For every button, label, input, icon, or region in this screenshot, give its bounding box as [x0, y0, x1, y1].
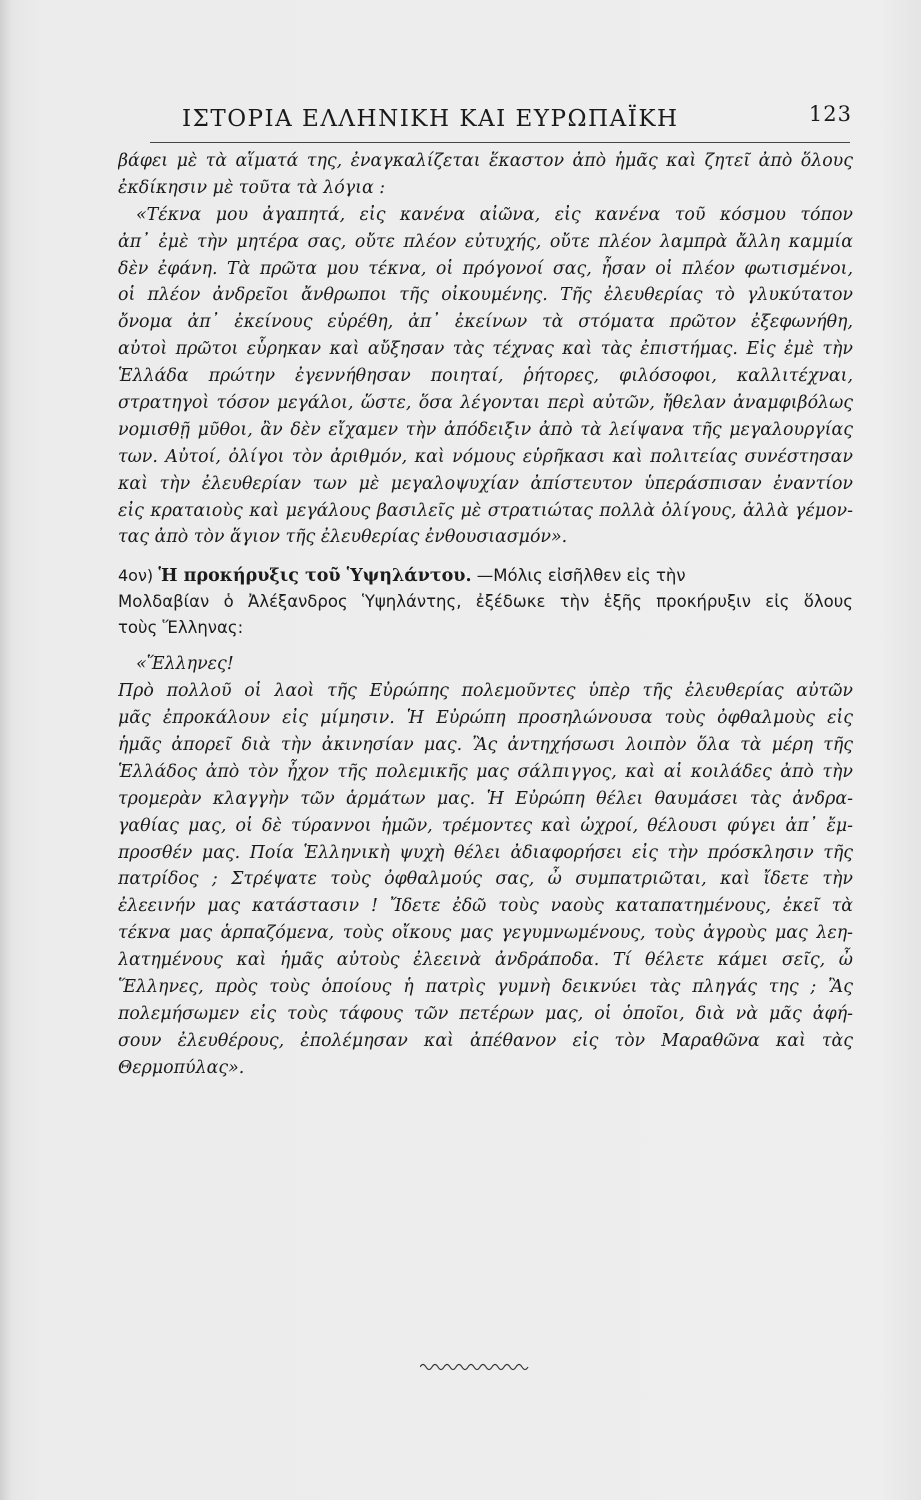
text-line: γαθίας μας, οἱ δὲ τύραννοι ἡμῶν, τρέμοντες καὶ ὠχροί, θέλουσι φύγει ἀπ᾽ ἔμ-: [118, 815, 853, 836]
section-number: 4ον): [118, 566, 154, 586]
text-line: μᾶς ἐπροκάλουν εἰς μίμησιν. Ἡ Εὐρώπη προσηλώνουσα τοὺς ὀφθαλμοὺς εἰς: [118, 708, 853, 729]
text-line: ἀπ᾽ ἐμὲ τὴν μητέρα σας, οὔτε πλέον εὐτυχής, οὔτε πλέον λαμπρὰ ἄλλη καμμία: [118, 231, 853, 252]
text-line: Πρὸ πολλοῦ οἱ λαοὶ τῆς Εὐρώπης πολεμοῦντες ὑπὲρ τῆς ἐλευθερίας αὐτῶν: [118, 681, 853, 702]
text-line: οἱ πλέον ἀνδρεῖοι ἄνθρωποι τῆς οἰκουμένης. Τῆς ἐλευθερίας τὸ γλυκύτατον: [118, 285, 853, 306]
section-heading-line: [118, 563, 853, 589]
text-line: στρατηγοὶ τόσον μεγάλοι, ὥστε, ὅσα λέγονται περὶ αὐτῶν, ἤθελαν ἀναμφιβόλως: [118, 393, 853, 414]
text-line: προσθέν μας. Ποία Ἑλληνικὴ ψυχὴ θέλει ἀδιαφορήσει εἰς τὴν πρόσκλησιν τῆς: [118, 842, 853, 863]
narrative-paragraph: [118, 148, 853, 551]
text-line: δὲν ἐφάνη. Τὰ πρῶτα μου τέκνα, οἱ πρόγονοί σας, ἦσαν οἱ πλέον φωτισμένοι,: [118, 258, 853, 279]
section-title: Ἡ προκήρυξις τοῦ Ὑψηλάντου.: [158, 566, 472, 587]
running-header: [150, 92, 850, 143]
text-line: Θερμοπύλας».: [118, 1057, 245, 1078]
proclamation-salutation: «Ἕλληνες!: [136, 654, 234, 675]
section-intro-line: Μολδαβίαν ὁ Ἀλέξανδρος Ὑψηλάντης, ἐξέδωκε τὴν ἑξῆς προκήρυξιν εἰς ὅλους: [118, 592, 853, 612]
text-line: πατρίδος ; Στρέψατε τοὺς ὀφθαλμούς σας, ὦ συμπατριῶται, καὶ ἴδετε τὴν: [118, 869, 853, 890]
text-line: βάφει μὲ τὰ αἵματά της, ἐναγκαλίζεται ἕκαστον ἀπὸ ἡμᾶς καὶ ζητεῖ ἀπὸ ὅλους: [118, 151, 853, 171]
text-line: τας ἀπὸ τὸν ἅγιον τῆς ἐλευθερίας ἐνθουσιασμόν».: [118, 527, 568, 548]
text-line: λατημένους καὶ ἡμᾶς αὐτοὺς ἐλεεινὰ ἀνδράποδα. Τί θέλετε κάμει σεῖς, ὦ: [118, 950, 853, 971]
text-line: ἡμᾶς ἀπορεῖ διὰ τὴν ἀκινησίαν μας. Ἂς ἀντηχήσωσι λοιπὸν ὅλα τὰ μέρη τῆς: [118, 735, 853, 756]
text-line: ὄνομα ἀπ᾽ ἐκείνους εὑρέθη, ἀπ᾽ ἐκείνων τὰ στόματα πρῶτον ἐξεφωνήθη,: [118, 312, 853, 333]
section-intro-line: τοὺς Ἕλληνας:: [118, 618, 244, 638]
text-line: πολεμήσωμεν εἰς τοὺς τάφους τῶν πετέρων μας, οἱ ὁποῖοι, διὰ νὰ μᾶς ἀφή-: [118, 1003, 853, 1024]
text-line: «Τέκνα μου ἀγαπητά, εἰς κανένα αἰῶνα, εἰς κανένα τοῦ κόσμου τόπον: [136, 204, 853, 225]
running-title: ΙΣΤΟΡΙΑ ΕΛΛΗΝΙΚΗ ΚΑΙ ΕΥΡΩΠΑΪΚΗ: [182, 106, 679, 132]
text-line: Ἑλλάδα πρώτην ἐγεννήθησαν ποιηταί, ῥήτορες, φιλόσοφοι, καλλιτέχναι,: [118, 366, 853, 387]
text-line: Ἕλληνες, πρὸς τοὺς ὁποίους ἡ πατρὶς γυμνὴ δεικνύει τὰς πληγάς της ; Ἂς: [118, 977, 853, 998]
text-line: τέκνα μας ἁρπαζόμενα, τοὺς οἴκους μας γεγυμνωμένους, τοὺς ἀγροὺς μας λεη-: [118, 923, 853, 944]
proclamation-text: [118, 651, 853, 1081]
text-line: ἐλεεινήν μας κατάστασιν ! Ἴδετε ἐδῶ τοὺς ναοὺς καταπατημένους, ἐκεῖ τὰ: [118, 896, 853, 917]
section-4: [118, 563, 853, 641]
page-body: [118, 148, 853, 1082]
text-line: τρομερὰν κλαγγὴν τῶν ἁρμάτων μας. Ἡ Εὐρώπη θέλει θαυμάσει τὰς ἀνδρα-: [118, 788, 853, 809]
text-line: Ἑλλάδος ἀπὸ τὸν ἦχον τῆς πολεμικῆς μας σάλπιγγος, καὶ αἱ κοιλάδες ἀπὸ τὴν: [118, 761, 853, 782]
text-line: νομισθῇ μῦθοι, ἂν δὲν εἴχαμεν τὴν ἀπόδειξιν ἀπὸ τὰ λείψανα τῆς μεγαλουργίας: [118, 419, 853, 440]
text-line: ἐκδίκησιν μὲ τοῦτα τὰ λόγια :: [118, 177, 386, 198]
page-number: 123: [808, 102, 852, 126]
text-line: εἰς κραταιοὺς καὶ μεγάλους βασιλεῖς μὲ στρατιώτας πολλὰ ὀλίγους, ἀλλὰ γέμον-: [118, 500, 853, 521]
wavy-ornament-divider: [420, 1360, 530, 1374]
text-line: αὐτοὶ πρῶτοι εὗρηκαν καὶ αὔξησαν τὰς τέχνας καὶ τὰς ἐπιστήμας. Εἰς ἐμὲ τὴν: [118, 339, 853, 360]
section-intro-text: —Μόλις εἰσῆλθεν εἰς τὴν: [476, 566, 686, 586]
text-line: καὶ τὴν ἐλευθερίαν των μὲ μεγαλοψυχίαν ἀπίστευτον ὑπεράσπισαν ἐναντίον: [118, 473, 853, 494]
text-line: των. Αὐτοί, ὀλίγοι τὸν ἀριθμόν, καὶ νόμους εὑρῆκασι καὶ πολιτείας συνέστησαν: [118, 446, 853, 467]
text-line: σουν ἐλευθέρους, ἐπολέμησαν καὶ ἀπέθανον εἰς τὸν Μαραθῶνα καὶ τὰς: [118, 1030, 853, 1051]
